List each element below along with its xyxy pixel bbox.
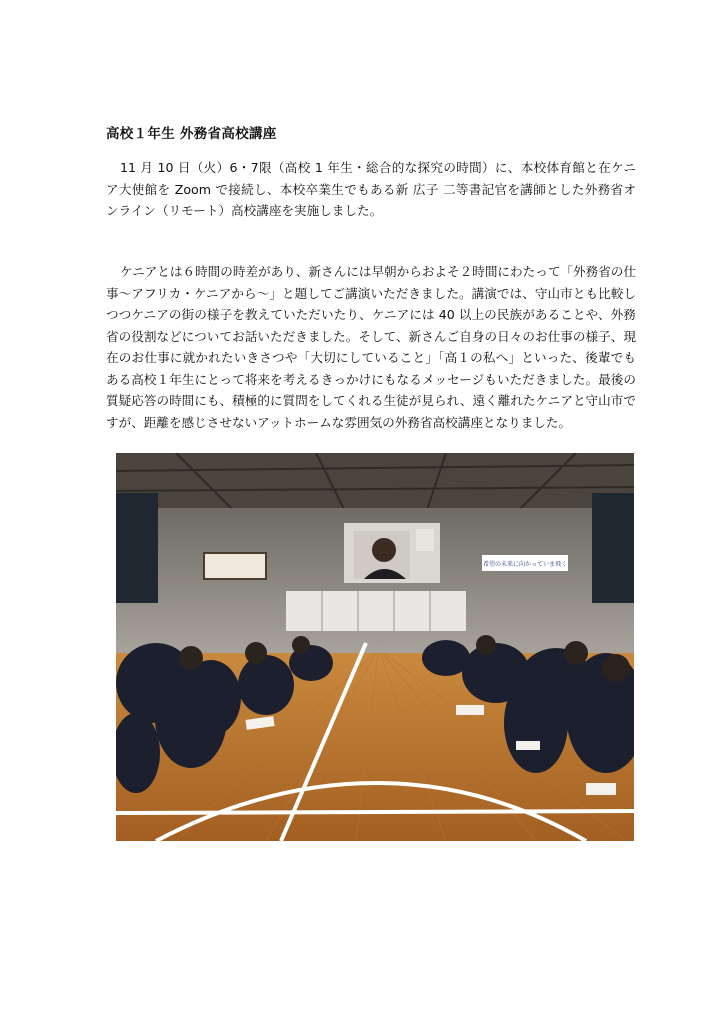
paragraph-intro: 11 月 10 日（火）6・7限（高校 1 年生・総合的な探究の時間）に、本校体育館と在ケニア大使館を Zoom で接続し、本校卒業生でもある新 広子 二等書記官を講師とした外務省オンライン（リモート）高校講座を実施しました。 <box>106 160 636 218</box>
page-title: 高校１年生 外務省高校講座 <box>106 126 277 142</box>
left-window <box>116 493 158 603</box>
speaker-head <box>372 538 396 562</box>
ceiling <box>116 453 634 513</box>
stage-front <box>286 591 466 631</box>
framed-board <box>204 553 266 579</box>
gymnasium-photo <box>116 453 634 841</box>
paragraph-details: ケニアとは６時間の時差があり、新さんには早朝からおよそ２時間にわたって「外務省の仕事～アフリカ・ケニアから～」と題してご講演いただきました。講演では、守山市とも比較しつつケニアの街の様子を教えていただいたり、ケニアには 40 以上の民族があることや、外務省の役割などについてお話いただきました。そして、新さんご自身の日々のお仕事の様子、現在のお仕事に就かれたいきさつや「大切にしていること」「高１の私へ」といった、後輩でもある高校１年生にとって将来を考えるきっかけにもなるメッセージもいただきました。最後の質疑応答の時間にも、積極的に質問をしてくれる生徒が見られ、遠く離れたケニアと守山市ですが、距離を感じさせないアットホームな雰囲気の外務省高校講座となりました。 <box>106 264 636 430</box>
banner-text: 希望の未来に向かっていま飛く <box>482 561 568 568</box>
right-window <box>592 493 634 603</box>
